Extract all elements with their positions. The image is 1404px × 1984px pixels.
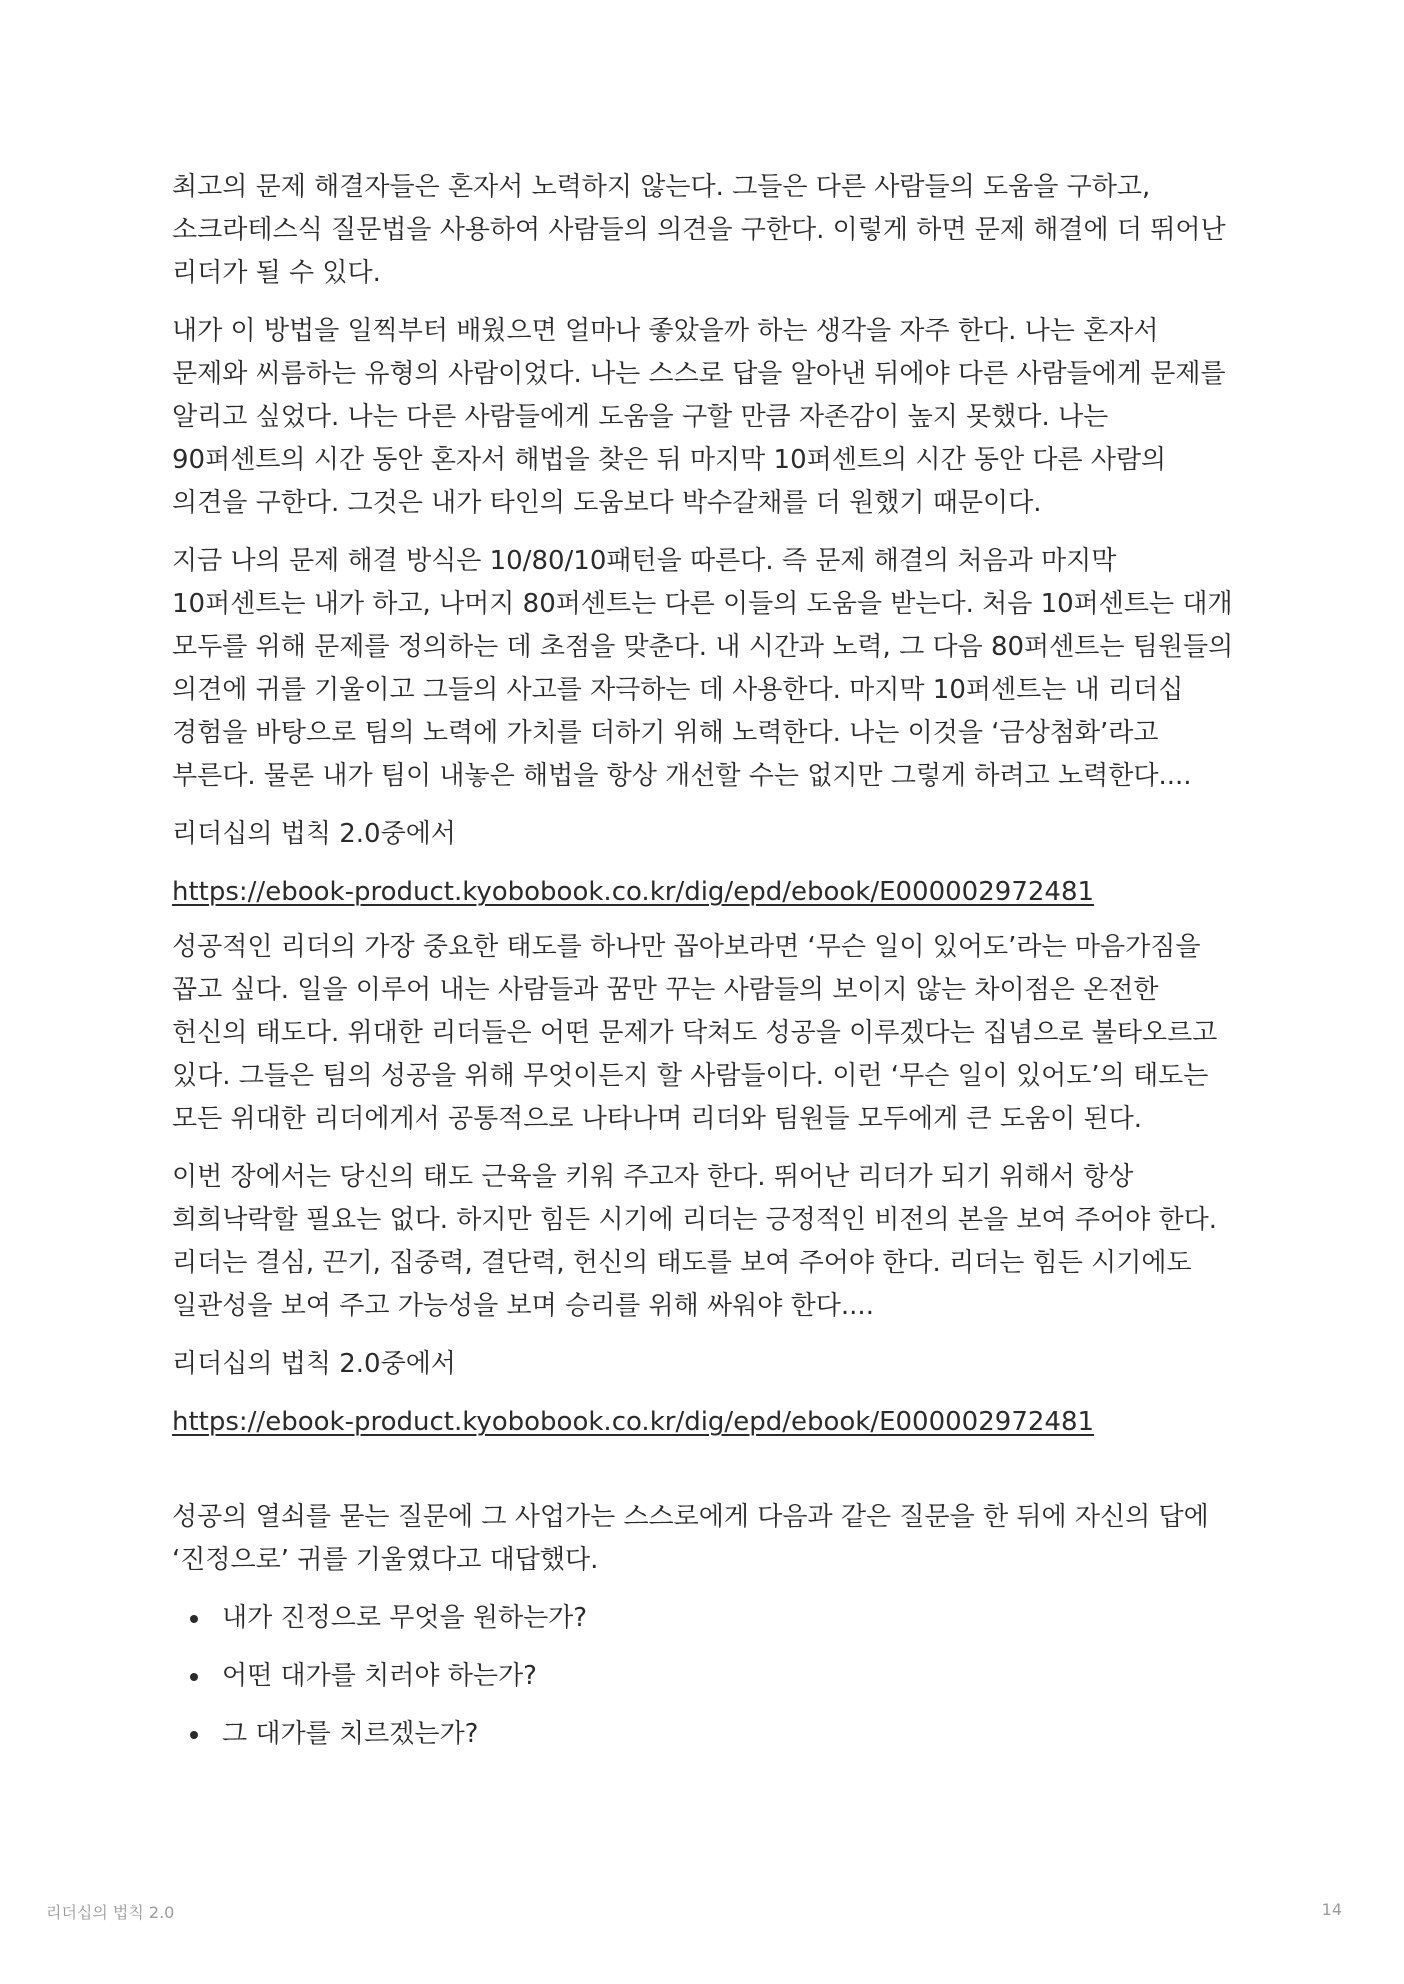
paragraph: 최고의 문제 해결자들은 혼자서 노력하지 않는다. 그들은 다른 사람들의 도움을 구하고, 소크라테스식 질문법을 사용하여 사람들의 의견을 구한다. 이렇게 하면 문제 해결에 더 뛰어난 리더가 될 수 있다. xyxy=(172,172,1226,288)
bullet-icon xyxy=(190,1731,198,1739)
paragraph: 성공적인 리더의 가장 중요한 태도를 하나만 꼽아보라면 ‘무슨 일이 있어도’라는 마음가짐을 꼽고 싶다. 일을 이루어 내는 사람들과 꿈만 꾸는 사람들의 보이지 않는 차이점은 온전한 헌신의 태도다. 위대한 리더들은 어떤 문제가 닥쳐도 성공을 이루겠다는 집념으로 불타오르고 있다. 그들은 팀의 성공을 위해 무엇이든지 할 사람들이다. 이런 ‘무슨 일이 있어도’의 태도는 모든 위대한 리더에게서 공통적으로 나타나며 리더와 팀원들 모두에게 큰 도움이 된다. xyxy=(172,932,1218,1134)
spacer xyxy=(172,1456,1242,1496)
paragraph: 성공의 열쇠를 묻는 질문에 그 사업가는 스스로에게 다음과 같은 질문을 한 뒤에 자신의 답에 ‘진정으로’ 귀를 기울였다고 대답했다. xyxy=(172,1502,1209,1575)
ebook-link[interactable]: https://ebook-product.kyobobook.co.kr/dig/epd/ebook/E000002972481 xyxy=(172,877,1095,907)
bullet-icon xyxy=(190,1615,198,1623)
list-item-text: 그 대가를 치르겠는가? xyxy=(222,1719,479,1749)
ebook-link[interactable]: https://ebook-product.kyobobook.co.kr/dig/epd/ebook/E000002972481 xyxy=(172,1407,1095,1437)
source-caption: 리더십의 법칙 2.0중에서 xyxy=(172,819,456,849)
paragraph: 이번 장에서는 당신의 태도 근육을 키워 주고자 한다. 뛰어난 리더가 되기 위해서 항상 희희낙락할 필요는 없다. 하지만 힘든 시기에 리더는 긍정적인 비전의 본을 보여 주어야 한다. 리더는 결심, 끈기, 집중력, 결단력, 헌신의 태도를 보여 주어야 한다. 리더는 힘든 시기에도 일관성을 보여 주고 가능성을 보며 승리를 위해 싸워야 한다.... xyxy=(172,1162,1217,1321)
list-item xyxy=(172,1713,1242,1756)
paragraph: 내가 이 방법을 일찍부터 배웠으면 얼마나 좋았을까 하는 생각을 자주 한다. 나는 혼자서 문제와 씨름하는 유형의 사람이었다. 나는 스스로 답을 알아낸 뒤에야 다른 사람들에게 문제를 알리고 싶었다. 나는 다른 사람들에게 도움을 구할 만큼 자존감이 높지 못했다. 나는 90퍼센트의 시간 동안 혼자서 해법을 찾은 뒤 마지막 10퍼센트의 시간 동안 다른 사람의 의견을 구한다. 그것은 내가 타인의 도움보다 박수갈채를 더 원했기 때문이다. xyxy=(172,316,1226,518)
source-caption: 리더십의 법칙 2.0중에서 xyxy=(172,1349,456,1379)
bullet-icon xyxy=(190,1673,198,1681)
list-item xyxy=(172,1655,1242,1698)
paragraph: 지금 나의 문제 해결 방식은 10/80/10패턴을 따른다. 즉 문제 해결의 처음과 마지막 10퍼센트는 내가 하고, 나머지 80퍼센트는 다른 이들의 도움을 받는다. 처음 10퍼센트는 대개 모두를 위해 문제를 정의하는 데 초점을 맞춘다. 내 시간과 노력, 그 다음 80퍼센트는 팀원들의 의견에 귀를 기울이고 그들의 사고를 자극하는 데 사용한다. 마지막 10퍼센트는 내 리더십 경험을 바탕으로 팀의 노력에 가치를 더하기 위해 노력한다. 나는 이것을 ‘금상첨화’라고 부른다. 물론 내가 팀이 내놓은 해법을 항상 개선할 수는 없지만 그렇게 하려고 노력한다.... xyxy=(172,546,1234,791)
page-number: 14 xyxy=(1321,1900,1342,1919)
page-content xyxy=(172,166,1242,1771)
question-list xyxy=(172,1597,1242,1756)
list-item-text: 내가 진정으로 무엇을 원하는가? xyxy=(222,1603,588,1633)
list-item xyxy=(172,1597,1242,1640)
list-item-text: 어떤 대가를 치러야 하는가? xyxy=(222,1661,537,1691)
footer-book-title: 리더십의 법칙 2.0 xyxy=(46,1903,175,1922)
